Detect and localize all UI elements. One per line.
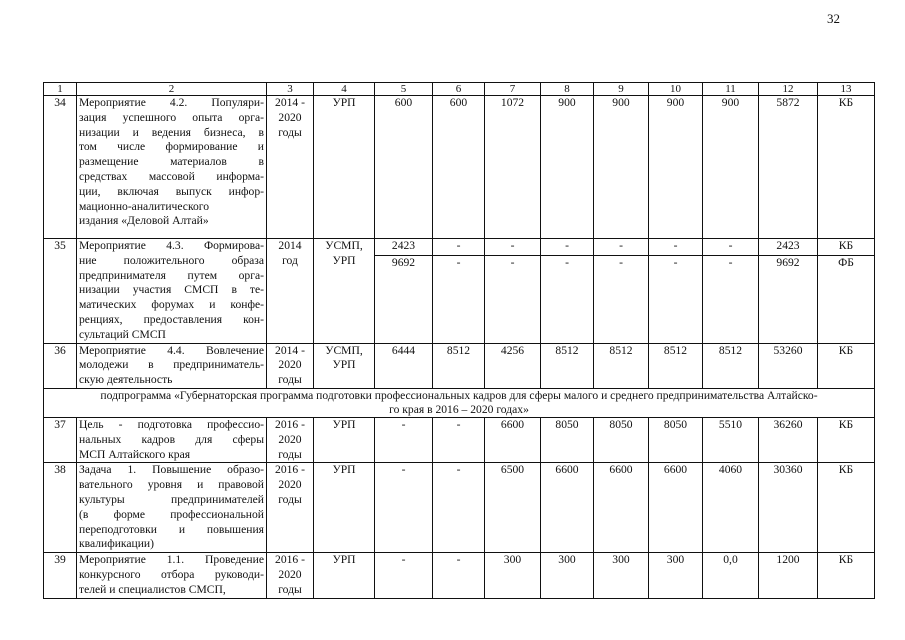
executor <box>314 417 375 462</box>
row-number: 36 <box>44 343 77 388</box>
amount-cell: - <box>375 553 433 599</box>
amount-fb: - <box>565 256 569 269</box>
amount-cell: 4256 <box>485 343 541 388</box>
measure-description-line: телей и специалистов СМСП, <box>79 582 226 596</box>
amount-cell: 8512 <box>433 343 485 388</box>
column-header: 7 <box>485 83 541 96</box>
column-header: 4 <box>314 83 375 96</box>
amount-cell: 8050 <box>649 417 703 462</box>
amount-cell: 5872 <box>759 96 818 239</box>
amount-kb: - <box>433 239 484 256</box>
period-line: год <box>282 253 298 267</box>
period-line: 2016 - <box>275 553 305 567</box>
amount-cell: 8050 <box>541 417 594 462</box>
amount-cell: 0,0 <box>703 553 759 599</box>
measure-description-line: низации участия СМСП в те- <box>79 283 264 297</box>
table-row <box>44 463 875 553</box>
measure-description-line: ние положительного образа <box>79 253 264 267</box>
amount-cell <box>541 239 594 344</box>
measure-description-line: Мероприятие 4.3. Формирова- <box>79 239 264 252</box>
measure-description-line: низации и ведения бизнеса, в <box>79 125 264 139</box>
amount-cell: 300 <box>541 553 594 599</box>
column-header: 1 <box>44 83 77 96</box>
amount-kb: - <box>703 239 758 256</box>
program-table <box>43 82 875 599</box>
amount-fb: - <box>619 256 623 269</box>
amount-cell: 900 <box>703 96 759 239</box>
measure-description-line: Мероприятие 4.2. Популяри- <box>79 96 264 109</box>
period <box>267 463 314 553</box>
measure-description <box>77 239 267 344</box>
executor <box>314 553 375 599</box>
row-number: 34 <box>44 96 77 239</box>
measure-description-line: том числе формирование и <box>79 140 264 154</box>
amount-cell: 6600 <box>485 417 541 462</box>
amount-kb: - <box>594 239 648 256</box>
amount-cell: 30360 <box>759 463 818 553</box>
period <box>267 96 314 239</box>
executor-line: УРП <box>332 96 356 109</box>
amount-cell: 8050 <box>594 417 649 462</box>
measure-description-line: скую деятельность <box>79 373 173 387</box>
amount-cell: 36260 <box>759 417 818 462</box>
amount-cell: 900 <box>541 96 594 239</box>
period-line: 2016 - <box>275 417 305 431</box>
column-header: 11 <box>703 83 759 96</box>
measure-description-line: средствах массовой информа- <box>79 169 264 183</box>
executor-line: УРП <box>332 463 356 477</box>
period-line: годы <box>278 373 302 387</box>
amount-cell: 1072 <box>485 96 541 239</box>
amount-cell: 6500 <box>485 463 541 553</box>
amount-cell <box>649 239 703 344</box>
amount-cell: 4060 <box>703 463 759 553</box>
table-body <box>44 83 875 599</box>
executor-line: УРП <box>332 358 356 372</box>
period-line: годы <box>278 125 302 139</box>
amount-cell: 6600 <box>594 463 649 553</box>
subprogram-title-line: подпрограмма «Губернаторская программа подготовки профессиональных кадров для сферы малого и среднего предпринимательства Алтайско- <box>100 388 818 402</box>
row-number: 38 <box>44 463 77 553</box>
executor <box>314 343 375 388</box>
amount-cell <box>433 239 485 344</box>
amount-cell: 600 <box>433 96 485 239</box>
period-line: 2020 <box>278 110 302 124</box>
executor-line: УРП <box>332 417 356 431</box>
amount-cell: 6444 <box>375 343 433 388</box>
amount-kb: 2423 <box>759 239 817 256</box>
period-line: 2014 - <box>275 96 305 109</box>
amount-cell: 8512 <box>703 343 759 388</box>
measure-description-line: ции, включая выпуск инфор- <box>79 184 264 198</box>
amount-cell <box>594 239 649 344</box>
period-line: 2020 <box>278 432 302 446</box>
period-line: годы <box>278 492 302 506</box>
funding-source: КБ <box>818 553 875 599</box>
measure-description <box>77 463 267 553</box>
period-line: 2014 - <box>275 343 305 357</box>
table-row <box>44 417 875 462</box>
measure-description-line: зация успешного опыта орга- <box>79 110 264 124</box>
executor <box>314 239 375 344</box>
row-number: 37 <box>44 417 77 462</box>
funding-source: КБ <box>818 463 875 553</box>
funding-source-fb: ФБ <box>838 256 854 269</box>
funding-source <box>818 239 875 344</box>
amount-cell: 600 <box>375 96 433 239</box>
column-header: 10 <box>649 83 703 96</box>
measure-description-line: МСП Алтайского края <box>79 447 191 461</box>
amount-cell: 300 <box>485 553 541 599</box>
amount-fb: 9692 <box>776 256 800 269</box>
executor <box>314 96 375 239</box>
amount-kb: - <box>649 239 702 256</box>
executor-line: УСМП, <box>325 343 363 357</box>
funding-source: КБ <box>818 417 875 462</box>
executor <box>314 463 375 553</box>
amount-cell: 300 <box>649 553 703 599</box>
amount-kb: - <box>485 239 540 256</box>
amount-cell: - <box>433 417 485 462</box>
measure-description-line: матических форумах и конфе- <box>79 298 264 312</box>
column-header: 5 <box>375 83 433 96</box>
amount-cell <box>375 239 433 344</box>
amount-cell: 53260 <box>759 343 818 388</box>
column-header: 3 <box>267 83 314 96</box>
column-header: 6 <box>433 83 485 96</box>
measure-description-line: культуры предпринимателей <box>79 492 264 506</box>
amount-cell: 6600 <box>649 463 703 553</box>
measure-description <box>77 553 267 599</box>
amount-cell: 8512 <box>541 343 594 388</box>
amount-cell: - <box>433 463 485 553</box>
period-line: 2014 <box>278 239 302 252</box>
subprogram-row <box>44 388 875 417</box>
header-row <box>44 83 875 96</box>
amount-cell: 1200 <box>759 553 818 599</box>
column-header: 12 <box>759 83 818 96</box>
table-row <box>44 239 875 344</box>
period-line: 2020 <box>278 478 302 492</box>
table-row <box>44 343 875 388</box>
table-row <box>44 553 875 599</box>
amount-cell: - <box>433 553 485 599</box>
executor-line: УРП <box>332 553 356 567</box>
funding-source: КБ <box>818 96 875 239</box>
period-line: 2020 <box>278 358 302 372</box>
executor-line: УСМП, <box>325 239 363 252</box>
measure-description-line: конкурсного отбора руководи- <box>79 567 264 581</box>
measure-description-line: Мероприятие 4.4. Вовлечение <box>79 343 264 357</box>
amount-cell <box>759 239 818 344</box>
executor-line: УРП <box>332 253 356 267</box>
measure-description-line: вательного уровня и правовой <box>79 478 264 492</box>
measure-description-line: предпринимателя путем орга- <box>79 268 264 282</box>
amount-cell: 300 <box>594 553 649 599</box>
period-line: 2016 - <box>275 463 305 477</box>
period <box>267 417 314 462</box>
period <box>267 553 314 599</box>
column-header: 9 <box>594 83 649 96</box>
column-header: 2 <box>77 83 267 96</box>
page-number: 32 <box>827 11 840 26</box>
measure-description-line: мационно-аналитического <box>79 199 210 213</box>
amount-cell: - <box>375 417 433 462</box>
period-line: годы <box>278 582 302 596</box>
measure-description-line: Цель - подготовка профессио- <box>79 417 264 431</box>
amount-fb: - <box>510 256 515 269</box>
amount-cell: 8512 <box>594 343 649 388</box>
measure-description-line: издания «Деловой Алтай» <box>79 214 209 228</box>
amount-cell <box>703 239 759 344</box>
period-line: 2020 <box>278 567 302 581</box>
measure-description-line: переподготовки и повышения <box>79 522 264 536</box>
measure-description <box>77 417 267 462</box>
amount-cell: - <box>375 463 433 553</box>
amount-fb: - <box>456 256 461 269</box>
amount-fb: - <box>673 256 678 269</box>
measure-description-line: молодежи в предприниматель- <box>79 358 264 372</box>
period <box>267 239 314 344</box>
measure-description <box>77 96 267 239</box>
measure-description-line: нальных кадров для сферы <box>79 432 264 446</box>
amount-cell: 5510 <box>703 417 759 462</box>
amount-cell: 8512 <box>649 343 703 388</box>
row-number: 39 <box>44 553 77 599</box>
column-header: 13 <box>818 83 875 96</box>
amount-cell: 6600 <box>541 463 594 553</box>
amount-cell: 900 <box>594 96 649 239</box>
measure-description-line: Мероприятие 1.1. Проведение <box>79 553 264 567</box>
amount-kb: 2423 <box>375 239 432 256</box>
measure-description-line: ренциях, предоставления кон- <box>79 312 264 326</box>
measure-description <box>77 343 267 388</box>
amount-cell: 900 <box>649 96 703 239</box>
amount-fb: - <box>728 256 733 269</box>
amount-fb: 9692 <box>391 256 416 269</box>
subprogram-title <box>44 388 875 417</box>
subprogram-title-line: го края в 2016 – 2020 годах» <box>389 402 529 416</box>
funding-source-kb: КБ <box>818 239 874 256</box>
row-number: 35 <box>44 239 77 344</box>
funding-source: КБ <box>818 343 875 388</box>
period <box>267 343 314 388</box>
measure-description-line: квалификации) <box>79 537 154 551</box>
table-row <box>44 96 875 239</box>
measure-description-line: сультаций СМСП <box>79 327 166 341</box>
period-line: годы <box>278 447 302 461</box>
measure-description-line: (в форме профессиональной <box>79 507 264 521</box>
measure-description-line: Задача 1. Повышение образо- <box>79 463 264 477</box>
amount-kb: - <box>541 239 593 256</box>
column-header: 8 <box>541 83 594 96</box>
amount-cell <box>485 239 541 344</box>
measure-description-line: размещение материалов в <box>79 155 264 169</box>
